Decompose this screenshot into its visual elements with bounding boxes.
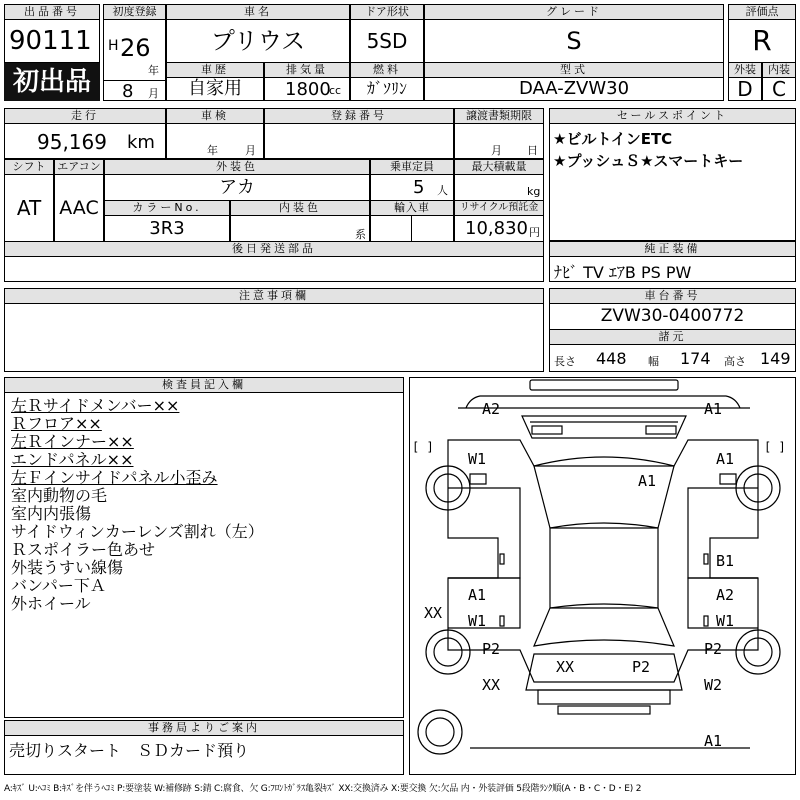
- mark-a2-right-mid: A2: [716, 586, 735, 604]
- first-reg-cell: [103, 19, 166, 81]
- later-parts-cell: [4, 256, 544, 282]
- mark-bracket-right: [ ]: [764, 440, 786, 454]
- note-line: 外装うすい線傷: [11, 558, 124, 577]
- car-outline: [410, 378, 795, 774]
- length: 448: [596, 349, 627, 368]
- int-color-cell: [230, 215, 370, 242]
- length-label: 長さ: [554, 355, 576, 368]
- mark-a1-left-mid: A1: [468, 586, 487, 604]
- interior-score: C: [772, 77, 786, 101]
- aircon-cell: [54, 174, 104, 242]
- interior-label: 内装: [762, 62, 796, 78]
- door-label: ドア形状: [350, 4, 424, 20]
- fuel-label: 燃料: [350, 62, 424, 78]
- exterior-label: 外装: [728, 62, 762, 78]
- chassis-label: 車台番号: [549, 288, 796, 304]
- reg-month: 8: [122, 81, 134, 102]
- mileage-label: 走行: [4, 108, 166, 124]
- history-label: 車歴: [166, 62, 264, 78]
- displacement-cell: [264, 77, 350, 101]
- inspection-year-unit: 年: [207, 144, 218, 157]
- mark-a1-top-right: A1: [704, 400, 723, 418]
- sales-points-label: セールスポイント: [549, 108, 796, 124]
- grade-cell: [424, 19, 724, 63]
- note-line: バンパー下Ａ: [11, 576, 106, 595]
- note-line: 左Ｒインナー××: [11, 432, 134, 451]
- score-label: 評価点: [728, 4, 796, 20]
- mark-b1-right: B1: [716, 552, 735, 570]
- inspection-cell: [166, 123, 264, 159]
- mark-p2-right: P2: [704, 640, 723, 658]
- caution-label: 注意事項欄: [4, 288, 544, 304]
- model: DAA-ZVW30: [518, 78, 630, 99]
- displacement-label: 排気量: [264, 62, 350, 78]
- chassis-cell: [549, 303, 796, 330]
- aircon: AAC: [59, 197, 99, 219]
- month-unit: 月: [148, 87, 159, 100]
- ext-color: アカ: [219, 177, 255, 198]
- transfer-month-unit: 月: [491, 144, 502, 157]
- color-no: 3R3: [149, 218, 185, 239]
- score-cell: [728, 19, 796, 63]
- import-cell-b: [411, 215, 454, 242]
- max-load-cell: [454, 174, 544, 201]
- genuine-cell: [549, 256, 796, 282]
- era: H: [108, 38, 119, 54]
- import-cell-a: [370, 215, 412, 242]
- year-unit: 年: [148, 64, 159, 77]
- mark-a2-top-left: A2: [482, 400, 501, 418]
- first-listing-badge: 初出品: [4, 63, 100, 101]
- max-load-unit: kg: [527, 185, 541, 198]
- height-label: 高さ: [724, 355, 746, 368]
- recycle-label: リサイクル預託金: [454, 200, 544, 216]
- office-cell: [4, 735, 404, 775]
- capacity-unit: 人: [437, 184, 448, 197]
- note-line: 室内動物の毛: [11, 486, 108, 505]
- fuel-cell: [350, 77, 424, 101]
- grade: S: [566, 27, 582, 55]
- sales-point-2: ★プッシュＳ★スマートキー: [553, 152, 744, 170]
- history-cell: [166, 77, 264, 101]
- mark-p2-left: P2: [482, 640, 501, 658]
- model-cell: [424, 77, 724, 101]
- inspection-month-unit: 月: [245, 144, 256, 157]
- capacity: 5: [413, 177, 425, 198]
- sales-points-cell: [549, 123, 796, 241]
- transfer-day-unit: 日: [527, 144, 538, 157]
- exterior-cell: [728, 77, 762, 101]
- color-no-cell: [104, 215, 230, 242]
- transfer-label: 譲渡書類期限: [454, 108, 544, 124]
- inspector-label: 検査員記入欄: [4, 377, 404, 393]
- lot-number: 90111: [9, 26, 92, 56]
- mark-a1-bottom: A1: [704, 732, 723, 750]
- first-reg-month-cell: [103, 80, 166, 101]
- recycle-amount: 10,830: [465, 218, 528, 239]
- int-color-label: 内装色: [230, 200, 370, 216]
- chassis-number: ZVW30-0400772: [600, 306, 745, 326]
- car-name: プリウス: [210, 27, 306, 55]
- capacity-label: 乗車定員: [370, 159, 454, 175]
- note-line: 室内内張傷: [11, 504, 92, 523]
- car-name-cell: [166, 19, 350, 63]
- note-line: 左Ｒサイドメンバー××: [11, 396, 180, 415]
- later-parts-label: 後日発送部品: [4, 241, 544, 257]
- mark-xx-left-lower: XX: [482, 676, 501, 694]
- lot-no-cell: [4, 19, 100, 63]
- shift-label: シフト: [4, 159, 54, 175]
- note-line: 外ホイール: [11, 594, 91, 613]
- mark-w1-left-mid: W1: [468, 612, 487, 630]
- first-reg-label: 初度登録: [103, 4, 166, 20]
- door-type: 5SD: [366, 29, 408, 53]
- note-line: エンドパネル××: [11, 450, 134, 469]
- genuine-label: 純正装備: [549, 241, 796, 257]
- reg-year: 26: [120, 34, 151, 62]
- mark-p2-center: P2: [632, 658, 651, 676]
- car-diagram: [409, 377, 796, 775]
- color-no-label: カラーNo.: [104, 200, 230, 216]
- mileage-unit: km: [127, 132, 155, 153]
- grade-label: グレード: [424, 4, 724, 20]
- car-name-label: 車名: [166, 4, 350, 20]
- ext-color-cell: [104, 174, 370, 201]
- recycle-unit: 円: [529, 226, 540, 239]
- dims-label: 諸元: [549, 329, 796, 345]
- genuine-equipment: ﾅﾋﾞ TV ｴｱB PS PW: [554, 263, 692, 282]
- mileage: 95,169: [37, 130, 107, 154]
- max-load-label: 最大積載量: [454, 159, 544, 175]
- score: R: [752, 24, 772, 57]
- int-color-unit: 系: [355, 228, 366, 241]
- office-label: 事務局よりご案内: [4, 720, 404, 736]
- reg-no-cell: [264, 123, 454, 159]
- mark-a1-right-upper: A1: [716, 450, 735, 468]
- height: 149: [760, 349, 791, 368]
- interior-cell: [762, 77, 796, 101]
- dims-cell: [549, 344, 796, 372]
- transfer-cell: [454, 123, 544, 159]
- mark-xx-left: XX: [424, 604, 443, 622]
- note-line: サイドウィンカーレンズ割れ（左）: [11, 522, 264, 541]
- note-line: Ｒスポイラー色あせ: [11, 540, 156, 559]
- fuel: ｶﾞｿﾘﾝ: [366, 79, 407, 98]
- office-message: 売切りスタート ＳＤカード預り: [9, 741, 250, 760]
- inspection-label: 車検: [166, 108, 264, 124]
- reg-no-label: 登録番号: [264, 108, 454, 124]
- shift: AT: [16, 196, 42, 220]
- history: 自家用: [188, 78, 242, 99]
- import-label: 輸入車: [370, 200, 454, 216]
- exterior-score: D: [737, 77, 753, 101]
- mark-w2-right: W2: [704, 676, 723, 694]
- model-label: 型式: [424, 62, 724, 78]
- width: 174: [680, 349, 711, 368]
- width-label: 幅: [648, 355, 659, 368]
- mark-bracket-left: [ ]: [412, 440, 434, 454]
- note-line: 左Ｆインサイドパネル小歪み: [11, 468, 218, 487]
- door-cell: [350, 19, 424, 63]
- mark-w1-left: W1: [468, 450, 487, 468]
- shift-cell: [4, 174, 54, 242]
- aircon-label: エアコン: [54, 159, 104, 175]
- capacity-cell: [370, 174, 454, 201]
- mark-xx-center: XX: [556, 658, 575, 676]
- note-line: Ｒフロア××: [11, 414, 102, 433]
- mark-w1-right-mid: W1: [716, 612, 735, 630]
- sales-point-1: ★ビルトインETC: [553, 130, 673, 148]
- legend-text: A:ｷｽﾞ U:ﾍｺﾐ B:ｷｽﾞを伴うﾍｺﾐ P:要塗装 W:補修跡 S:錆 C:腐食、欠 G:ﾌﾛﾝﾄｶﾞﾗｽ亀裂ｷｽﾞ XX:交換済み X:要交換 欠:欠品 内・外装評価 5段階ﾗﾝｸ順(A・B・C・D・E) 2: [4, 784, 642, 794]
- lot-no-label: 出品番号: [4, 4, 100, 20]
- ext-color-label: 外装色: [104, 159, 370, 175]
- inspector-notes-box: [4, 392, 404, 718]
- recycle-cell: [454, 215, 544, 242]
- displacement: 1800: [285, 79, 331, 100]
- mileage-cell: [4, 123, 166, 159]
- displacement-unit: cc: [329, 84, 342, 97]
- mark-a1-center: A1: [638, 472, 657, 490]
- caution-cell: [4, 303, 544, 372]
